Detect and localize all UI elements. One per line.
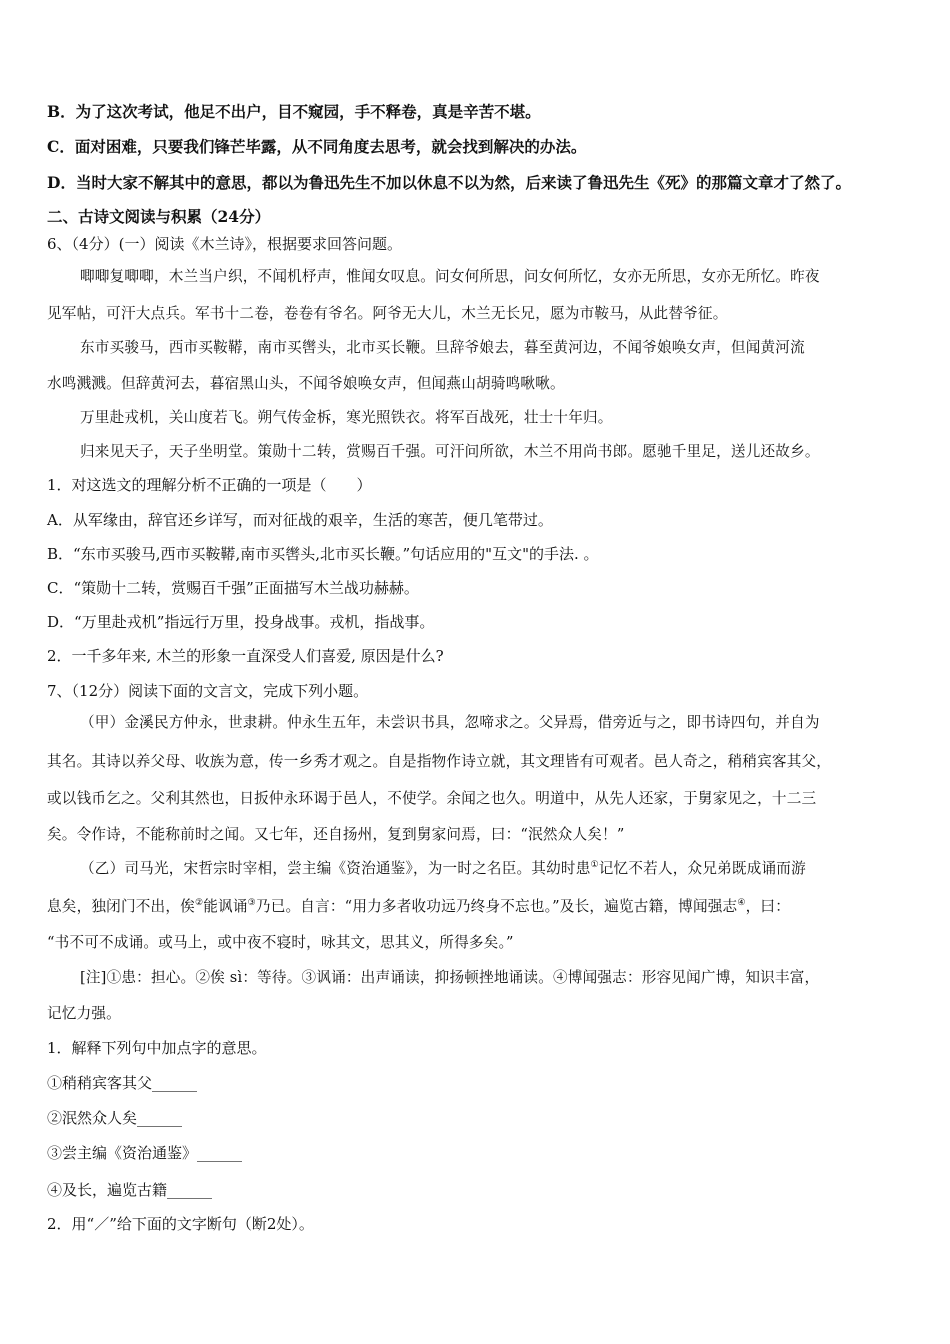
jia-line: 或以钱币乞之。父利其然也，日扳仲永环谒于邑人，不使学。余闻之也久。明道中，从先人还家，于舅家见之，十二三 [47, 790, 817, 807]
q6-choice-c: C．“策勋十二转，赏赐百千强”正面描写木兰战功赫赫。 [47, 579, 419, 597]
q6-choice-a: A．从军缘由，辞官还乡详写，而对征战的艰辛，生活的寒苦，便几笔带过。 [47, 511, 553, 529]
poem-line: 万里赴戎机，关山度若飞。朔气传金柝，寒光照铁衣。将军百战死，壮士十年归。 [80, 409, 613, 426]
note-line: [注]①患：担心。②俟 sì：等待。③讽诵：出声诵读，抑扬顿挫地诵读。④博闻强志：形容见闻广博，知识丰富， [80, 969, 820, 986]
q6-choice-d: D．“万里赴戎机”指远行万里，投身战事。戎机，指战事。 [47, 613, 435, 631]
footnote-marker: ④ [737, 898, 746, 909]
q7-blank: ③尝主编《资治通鉴》______ [47, 1144, 243, 1162]
section-title: 二、古诗文阅读与积累（24分） [47, 207, 271, 226]
poem-line: 唧唧复唧唧，木兰当户织，不闻机杼声，惟闻女叹息。问女何所思，问女何所忆，女亦无所思，女亦无所忆。昨夜 [80, 268, 820, 285]
footnote-marker: ① [590, 860, 599, 871]
jia-line: （甲）金溪民方仲永，世隶耕。仲永生五年，未尝识书具，忽啼求之。父异焉，借旁近与之，即书诗四句，并自为 [80, 714, 820, 731]
q7-sub1: 1．解释下列句中加点字的意思。 [47, 1039, 267, 1057]
yi-line [47, 897, 790, 917]
yi-text: 能讽诵 [203, 898, 248, 915]
yi-text: 乃已。自言：“用力多者收功远乃终身不忘也。”及长，遍览古籍，博闻强志 [255, 898, 738, 915]
jia-line: 矣。令作诗，不能称前时之闻。又七年，还自扬州，复到舅家问焉，曰：“泯然众人矣！” [47, 826, 625, 843]
q7-stem: 7、（12分）阅读下面的文言文，完成下列小题。 [47, 682, 369, 700]
q7-sub2: 2．用“／”给下面的文字断句（断2处）。 [47, 1215, 314, 1233]
q7-blank: ②泯然众人矣______ [47, 1109, 183, 1127]
yi-text: ，曰： [745, 898, 791, 915]
option-c-prev: C．面对困难，只要我们锋芒毕露，从不同角度去思考，就会找到解决的办法。 [47, 137, 587, 156]
poem-line: 东市买骏马，西市买鞍鞯，南市买辔头，北市买长鞭。旦辞爷娘去，暮至黄河边，不闻爷娘唤女声，但闻黄河流 [80, 339, 805, 356]
footnote-marker: ② [194, 898, 204, 909]
poem-line: 水鸣溅溅。但辞黄河去，暮宿黑山头，不闻爷娘唤女声，但闻燕山胡骑鸣啾啾。 [47, 375, 565, 392]
yi-text: （乙）司马光，宋哲宗时宰相，尝主编《资治通鉴》，为一时之名臣。其幼时患 [80, 860, 591, 877]
q6-sub2: 2．一千多年来, 木兰的形象一直深受人们喜爱, 原因是什么? [47, 647, 444, 665]
footnote-marker: ③ [247, 898, 256, 909]
yi-line [80, 859, 806, 879]
poem-line: 归来见天子，天子坐明堂。策勋十二转，赏赐百千强。可汗问所欲，木兰不用尚书郎。愿驰千里足，送儿还故乡。 [80, 443, 820, 460]
yi-text: 记忆不若人，众兄弟既成诵而游 [598, 860, 806, 877]
yi-text: 息矣，独闭门不出，俟 [47, 898, 195, 915]
option-d-prev: D．当时大家不解其中的意思，都以为鲁迅先生不加以休息不以为然，后来读了鲁迅先生《死》的那篇文章才了然了。 [47, 173, 851, 192]
jia-line: 其名。其诗以养父母、收族为意，传一乡秀才观之。自是指物作诗立就，其文理皆有可观者。邑人奇之，稍稍宾客其父， [47, 753, 832, 770]
option-b-prev: B．为了这次考试，他足不出户，目不窥园，手不释卷，真是辛苦不堪。 [47, 102, 541, 121]
q7-blank: ①稍稍宾客其父______ [47, 1074, 198, 1092]
note-line: 记忆力强。 [47, 1005, 121, 1022]
q7-blank: ④及长，遍览古籍______ [47, 1181, 213, 1199]
poem-line: 见军帖，可汗大点兵。军书十二卷，卷卷有爷名。阿爷无大儿，木兰无长兄，愿为市鞍马，从此替爷征。 [47, 305, 728, 322]
q6-choice-b: B．“东市买骏马,西市买鞍鞯,南市买辔头,北市买长鞭。”句话应用的"互文"的手法. 。 [47, 545, 599, 563]
yi-line: “书不可不成诵。或马上，或中夜不寝时，咏其文，思其义，所得多矣。” [47, 934, 514, 951]
q6-sub1: 1．对这选文的理解分析不正确的一项是（ ） [47, 476, 372, 494]
q6-stem: 6、（4分）(一）阅读《木兰诗》，根据要求回答问题。 [47, 235, 402, 253]
